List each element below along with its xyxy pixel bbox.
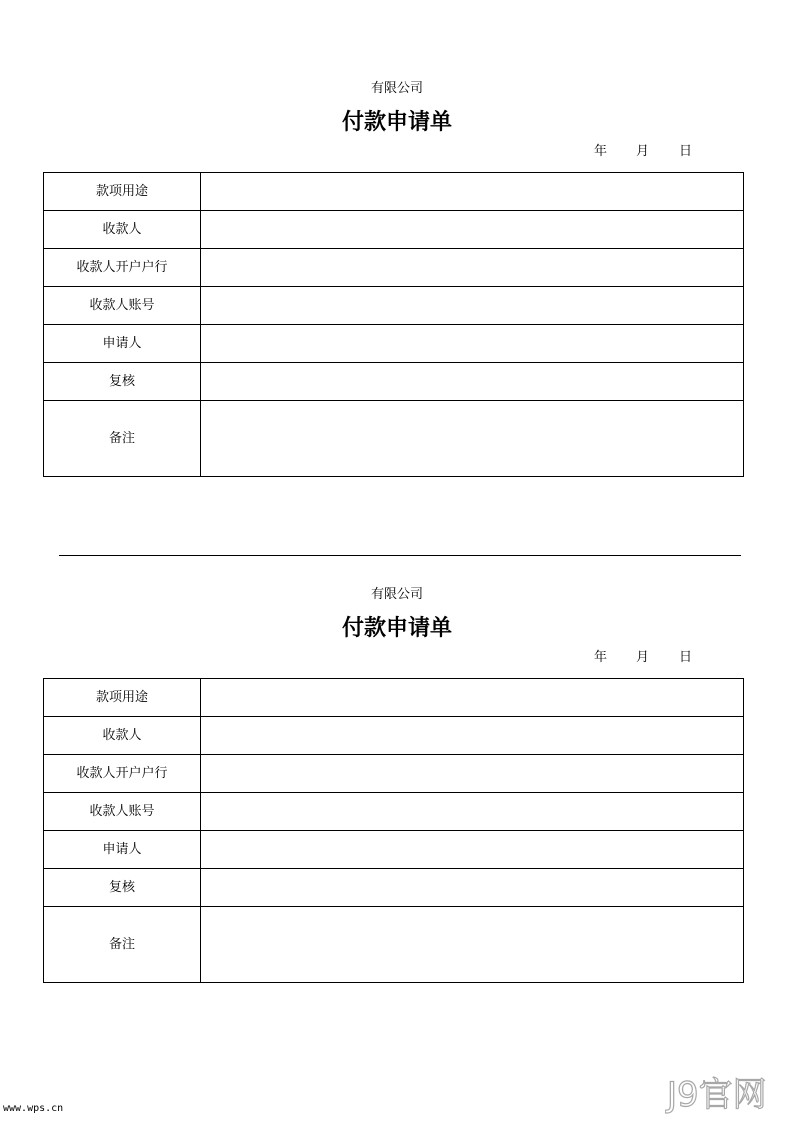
row-value-remarks[interactable] xyxy=(201,907,744,983)
table-row-remarks xyxy=(44,401,744,477)
row-label-payee: 收款人 xyxy=(44,717,201,755)
row-label-remarks: 备注 xyxy=(44,401,201,477)
row-label-purpose: 款项用途 xyxy=(44,173,201,211)
row-value-applicant[interactable] xyxy=(201,325,744,363)
footer-url: www.wps.cn xyxy=(3,1103,64,1114)
row-value-payee[interactable] xyxy=(201,211,744,249)
table-row-review xyxy=(44,869,744,907)
row-value-purpose[interactable] xyxy=(201,173,744,211)
row-value-review[interactable] xyxy=(201,363,744,401)
table-row-remarks xyxy=(44,907,744,983)
table-row-payee-bank xyxy=(44,755,744,793)
date-day-label: 日 xyxy=(679,650,693,665)
table-row-payee xyxy=(44,211,744,249)
row-label-applicant: 申请人 xyxy=(44,831,201,869)
j9-watermark-logo xyxy=(665,1070,783,1114)
row-label-review: 复核 xyxy=(44,363,201,401)
row-label-purpose: 款项用途 xyxy=(44,679,201,717)
row-value-payee-bank[interactable] xyxy=(201,755,744,793)
date-month-label: 月 xyxy=(636,144,650,159)
logo-text: J9官网 xyxy=(667,1075,767,1114)
row-value-payee-account[interactable] xyxy=(201,287,744,325)
payment-table xyxy=(43,172,744,477)
row-label-payee-account: 收款人账号 xyxy=(44,287,201,325)
row-value-payee-account[interactable] xyxy=(201,793,744,831)
date-year-label: 年 xyxy=(594,144,608,159)
table-row-applicant xyxy=(44,831,744,869)
row-label-payee: 收款人 xyxy=(44,211,201,249)
table-row-purpose xyxy=(44,173,744,211)
payment-table xyxy=(43,678,744,983)
row-label-payee-bank: 收款人开户户行 xyxy=(44,755,201,793)
payment-request-form-1 xyxy=(0,0,794,446)
row-value-review[interactable] xyxy=(201,869,744,907)
table-row-review xyxy=(44,363,744,401)
table-row-payee-account xyxy=(44,287,744,325)
company-name: 有限公司 xyxy=(370,81,423,96)
date-day-label: 日 xyxy=(679,144,693,159)
row-label-review: 复核 xyxy=(44,869,201,907)
row-label-applicant: 申请人 xyxy=(44,325,201,363)
row-value-payee-bank[interactable] xyxy=(201,249,744,287)
row-label-payee-account: 收款人账号 xyxy=(44,793,201,831)
row-label-remarks: 备注 xyxy=(44,907,201,983)
table-row-applicant xyxy=(44,325,744,363)
table-row-payee-account xyxy=(44,793,744,831)
row-value-purpose[interactable] xyxy=(201,679,744,717)
table-row-payee xyxy=(44,717,744,755)
table-row-payee-bank xyxy=(44,249,744,287)
table-row-purpose xyxy=(44,679,744,717)
row-value-payee[interactable] xyxy=(201,717,744,755)
form-title: 付款申请单 xyxy=(341,109,452,135)
payment-request-form-2 xyxy=(0,506,794,952)
form-title: 付款申请单 xyxy=(341,615,452,641)
row-value-applicant[interactable] xyxy=(201,831,744,869)
date-month-label: 月 xyxy=(636,650,650,665)
row-value-remarks[interactable] xyxy=(201,401,744,477)
company-name: 有限公司 xyxy=(370,587,423,602)
date-year-label: 年 xyxy=(594,650,608,665)
row-label-payee-bank: 收款人开户户行 xyxy=(44,249,201,287)
